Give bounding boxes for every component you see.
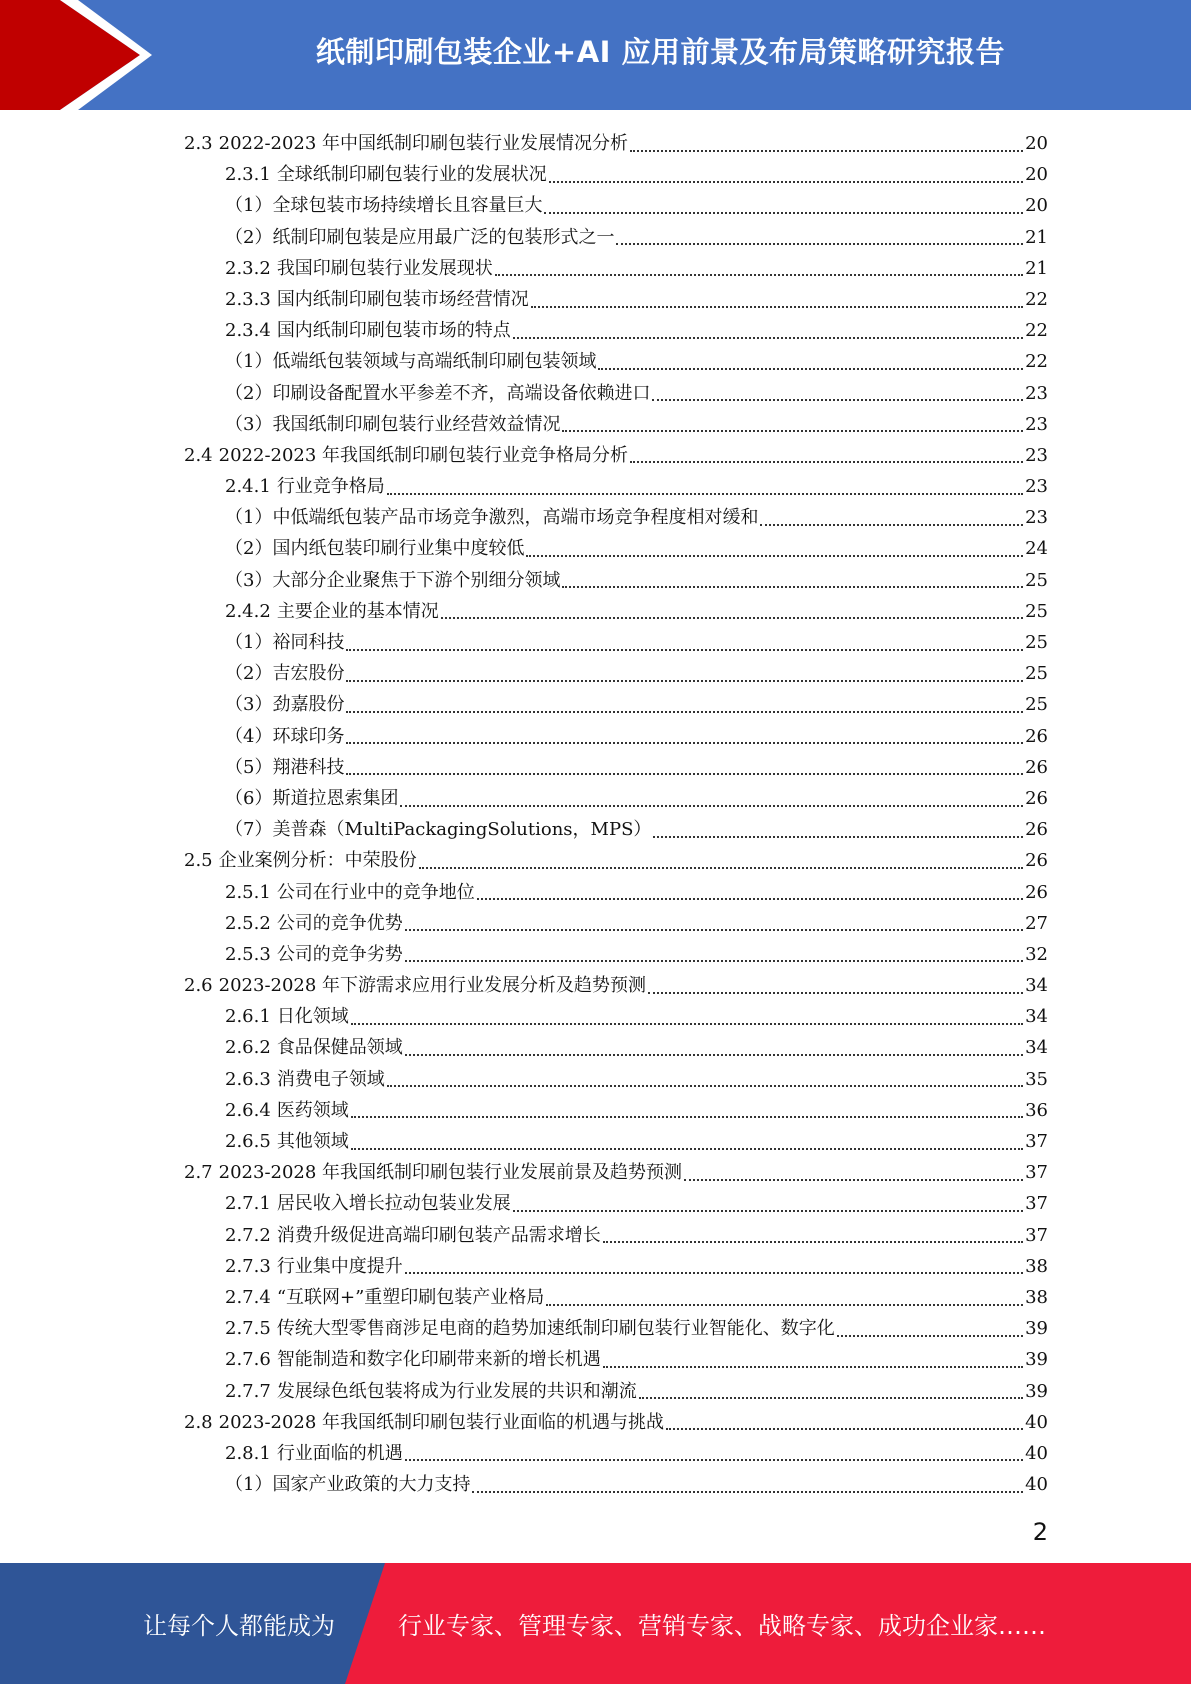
toc-entry-number: （1） [225,351,273,373]
toc-entry-title: 医药领域 [276,1099,349,1121]
toc-entry-number: 2.7.4 [225,1286,271,1308]
footer-banner [0,1563,1191,1684]
toc-dot-leader [472,1491,1023,1493]
toc-entry-page: 22 [1025,351,1048,373]
toc-entry-page: 24 [1025,538,1048,560]
toc-entry[interactable] [184,1251,1048,1282]
toc-dot-leader [351,1116,1023,1118]
header-banner [0,0,1191,110]
toc-entry[interactable] [184,877,1048,908]
toc-dot-leader [616,243,1023,245]
toc-entry-title: 传统大型零售商涉足电商的趋势加速纸制印刷包装行业智能化、数字化 [276,1318,835,1340]
toc-entry[interactable] [184,315,1048,346]
toc-entry-page: 25 [1025,600,1048,622]
toc-entry-number: 2.5.3 [225,943,271,965]
toc-entry[interactable] [184,1188,1048,1219]
toc-dot-leader [549,181,1023,183]
toc-entry-number: 2.7.3 [225,1255,271,1277]
toc-entry[interactable] [184,502,1048,533]
toc-entry-number: （2） [225,382,273,404]
toc-entry-number: （2） [225,663,273,685]
toc-entry[interactable] [184,752,1048,783]
toc-dot-leader [562,430,1023,432]
toc-dot-leader [760,524,1023,526]
toc-dot-leader [495,274,1023,276]
toc-entry-title: 行业面临的机遇 [276,1442,403,1464]
toc-entry-number: （6） [225,787,273,809]
toc-dot-leader [405,1272,1023,1274]
toc-entry[interactable] [184,627,1048,658]
toc-entry-title: 我国印刷包装行业发展现状 [276,257,493,279]
toc-entry-number: 2.8 [184,1411,213,1433]
toc-entry-page: 25 [1025,632,1048,653]
toc-entry-page: 23 [1025,444,1048,466]
toc-dot-leader [630,461,1023,463]
toc-entry-number: （2） [225,538,273,560]
toc-entry-title: 翔港科技 [272,756,345,778]
toc-dot-leader [419,867,1023,869]
page-number: 2 [1032,1518,1048,1546]
toc-entry[interactable] [184,1313,1048,1344]
toc-entry-number: 2.5 [184,850,213,872]
toc-entry-number: （1） [225,632,273,653]
toc-entry-page: 40 [1025,1411,1048,1433]
toc-entry[interactable] [184,1001,1048,1032]
toc-entry[interactable] [184,658,1048,689]
toc-entry-number: 2.4.2 [225,600,271,622]
toc-entry-number: （2） [225,226,273,248]
toc-entry[interactable] [184,970,1048,1001]
toc-entry-title: 企业案例分析：中荣股份 [218,850,417,872]
toc-entry[interactable] [184,814,1048,845]
toc-entry-page: 22 [1025,320,1048,342]
toc-dot-leader [684,1179,1023,1181]
toc-entry-page: 37 [1025,1224,1048,1246]
toc-dot-leader [639,1397,1023,1399]
toc-entry-title: 吉宏股份 [272,663,345,685]
toc-entry[interactable] [184,440,1048,471]
toc-entry-page: 34 [1025,975,1048,997]
toc-entry-page: 39 [1025,1318,1048,1340]
toc-entry-title: 行业竞争格局 [276,476,385,498]
toc-entry[interactable] [184,1095,1048,1126]
toc-entry[interactable] [184,1344,1048,1375]
toc-entry-page: 26 [1025,787,1048,809]
toc-entry[interactable] [184,1469,1048,1500]
toc-entry-page: 38 [1025,1255,1048,1277]
toc-entry-title: 低端纸包装领域与高端纸制印刷包装领域 [272,351,597,373]
toc-entry-page: 39 [1025,1380,1048,1402]
toc-entry-number: （3） [225,694,273,716]
toc-entry[interactable] [184,721,1048,752]
toc-entry-number: 2.6.4 [225,1099,271,1121]
toc-entry-number: 2.7.7 [225,1380,271,1402]
footer-slogan-right: 行业专家、管理专家、营销专家、战略专家、成功企业家…… [398,1612,1046,1640]
toc-entry[interactable] [184,565,1048,596]
toc-entry[interactable] [184,1064,1048,1095]
toc-entry-number: 2.5.2 [225,912,271,934]
toc-entry-title: 2023-2028 年下游需求应用行业发展分析及趋势预测 [218,975,647,997]
toc-entry-number: 2.6.2 [225,1037,271,1059]
toc-entry-page: 40 [1025,1442,1048,1464]
toc-entry[interactable] [184,128,1048,159]
table-of-contents [184,128,1048,1500]
toc-entry-page: 38 [1025,1286,1048,1308]
toc-dot-leader [526,555,1023,557]
toc-entry-page: 32 [1025,943,1048,965]
toc-entry[interactable] [184,471,1048,502]
toc-entry[interactable] [184,1407,1048,1438]
toc-dot-leader [400,805,1023,807]
toc-entry-title: 消费升级促进高端印刷包装产品需求增长 [276,1224,601,1246]
toc-entry-page: 34 [1025,1037,1048,1059]
toc-entry-number: 2.8.1 [225,1442,271,1464]
toc-entry-title: 印刷设备配置水平参差不齐，高端设备依赖进口 [272,382,651,404]
toc-entry[interactable] [184,253,1048,284]
toc-entry-number: 2.7 [184,1162,213,1184]
toc-entry-number: 2.6.5 [225,1131,271,1152]
toc-entry-title: 行业集中度提升 [276,1255,403,1277]
toc-dot-leader [405,1054,1023,1056]
toc-entry-page: 20 [1025,133,1048,154]
toc-dot-leader [648,992,1023,994]
toc-entry-title: 其他领域 [276,1131,349,1152]
toc-entry-number: （1） [225,507,273,529]
toc-dot-leader [405,929,1023,931]
toc-entry[interactable] [184,1438,1048,1469]
toc-entry-title: 国内纸制印刷包装市场经营情况 [276,288,529,310]
toc-entry-number: 2.6.3 [225,1068,271,1090]
toc-entry[interactable] [184,1282,1048,1313]
toc-entry-number: 2.3 [184,133,213,154]
toc-dot-leader [531,306,1023,308]
toc-entry-page: 37 [1025,1131,1048,1152]
toc-entry-title: 中低端纸包装产品市场竞争激烈，高端市场竞争程度相对缓和 [272,507,759,529]
toc-entry-title: 全球纸制印刷包装行业的发展状况 [276,164,547,186]
toc-entry-title: 2022-2023 年中国纸制印刷包装行业发展情况分析 [218,133,629,154]
toc-entry-number: 2.3.4 [225,320,271,342]
toc-entry[interactable] [184,346,1048,377]
toc-entry-title: 主要企业的基本情况 [276,600,439,622]
toc-entry-page: 39 [1025,1349,1048,1371]
toc-entry-page: 25 [1025,694,1048,716]
toc-entry-page: 36 [1025,1099,1048,1121]
footer-slogan-left: 让每个人都能成为 [143,1612,335,1640]
toc-entry-title: 国内纸包装印刷行业集中度较低 [272,538,525,560]
toc-entry-number: （3） [225,569,273,591]
toc-entry-title: 大部分企业聚焦于下游个别细分领域 [272,569,561,591]
toc-dot-leader [562,586,1023,588]
toc-dot-leader [346,711,1023,713]
toc-entry-number: 2.6.1 [225,1006,271,1028]
toc-entry-title: 公司的竞争劣势 [276,943,403,965]
toc-entry-title: 裕同科技 [272,632,345,653]
toc-dot-leader [351,1148,1023,1150]
toc-entry-title: 消费电子领域 [276,1068,385,1090]
toc-entry-number: 2.4.1 [225,476,271,498]
toc-entry-number: 2.7.2 [225,1224,271,1246]
toc-dot-leader [603,1366,1023,1368]
toc-dot-leader [603,1241,1023,1243]
toc-entry-page: 26 [1025,756,1048,778]
toc-entry-page: 37 [1025,1193,1048,1215]
toc-entry-page: 23 [1025,382,1048,404]
toc-dot-leader [346,680,1023,682]
toc-dot-leader [405,960,1023,962]
toc-entry-title: 公司在行业中的竞争地位 [276,881,475,903]
toc-entry-page: 27 [1025,912,1048,934]
toc-entry-title: “互联网+”重塑印刷包装产业格局 [276,1286,545,1308]
toc-entry[interactable] [184,596,1048,627]
toc-entry-number: 2.7.5 [225,1318,271,1340]
toc-entry-title: 劲嘉股份 [272,694,345,716]
toc-entry[interactable] [184,1157,1048,1188]
toc-dot-leader [477,898,1023,900]
toc-entry-page: 21 [1025,226,1048,248]
toc-entry-number: 2.6 [184,975,213,997]
toc-entry[interactable] [184,409,1048,440]
toc-entry-number: （3） [225,413,273,435]
toc-entry-number: （7） [225,819,273,841]
toc-dot-leader [346,649,1023,651]
toc-entry-title: 国家产业政策的大力支持 [272,1474,471,1496]
toc-entry-page: 25 [1025,569,1048,591]
toc-dot-leader [346,773,1023,775]
report-title: 纸制印刷包装企业+AI 应用前景及布局策略研究报告 [315,34,1006,69]
toc-entry-number: 2.3.2 [225,257,271,279]
toc-dot-leader [513,337,1023,339]
toc-entry[interactable] [184,939,1048,970]
toc-entry-page: 26 [1025,881,1048,903]
toc-dot-leader [441,617,1023,619]
toc-entry-number: （1） [225,195,273,217]
toc-entry-title: 国内纸制印刷包装市场的特点 [276,320,511,342]
toc-entry-title: 2023-2028 年我国纸制印刷包装行业发展前景及趋势预测 [218,1162,683,1184]
toc-entry[interactable] [184,190,1048,221]
toc-dot-leader [652,399,1023,401]
toc-entry-number: 2.5.1 [225,881,271,903]
toc-entry-number: 2.7.6 [225,1349,271,1371]
toc-dot-leader [405,1459,1023,1461]
toc-dot-leader [653,836,1023,838]
toc-entry-title: 智能制造和数字化印刷带来新的增长机遇 [276,1349,601,1371]
toc-entry-page: 23 [1025,507,1048,529]
toc-dot-leader [598,368,1023,370]
toc-entry[interactable] [184,1220,1048,1251]
toc-entry-number: （4） [225,725,273,747]
toc-dot-leader [513,1210,1023,1212]
toc-entry[interactable] [184,1376,1048,1407]
toc-dot-leader [351,1023,1023,1025]
toc-entry-number: （1） [225,1474,273,1496]
toc-entry[interactable] [184,689,1048,720]
toc-entry-title: 2022-2023 年我国纸制印刷包装行业竞争格局分析 [218,444,629,466]
toc-entry[interactable] [184,1032,1048,1063]
toc-entry[interactable] [184,378,1048,409]
toc-entry-title: 斯道拉恩索集团 [272,787,399,809]
toc-entry-page: 23 [1025,476,1048,498]
toc-entry-page: 20 [1025,195,1048,217]
toc-entry-number: 2.4 [184,444,213,466]
toc-entry-title: 环球印务 [272,725,345,747]
toc-entry-page: 34 [1025,1006,1048,1028]
toc-entry-number: 2.3.3 [225,288,271,310]
toc-entry[interactable] [184,533,1048,564]
toc-entry-page: 26 [1025,850,1048,872]
toc-entry-title: 食品保健品领域 [276,1037,403,1059]
toc-dot-leader [546,1304,1023,1306]
toc-entry-page: 21 [1025,257,1048,279]
toc-entry[interactable] [184,783,1048,814]
toc-entry-title: 日化领域 [276,1006,349,1028]
toc-entry-number: （5） [225,756,273,778]
toc-entry-title: 纸制印刷包装是应用最广泛的包装形式之一 [272,226,615,248]
toc-entry-page: 26 [1025,819,1048,841]
toc-entry-page: 23 [1025,413,1048,435]
toc-entry[interactable] [184,1126,1048,1157]
toc-dot-leader [544,212,1023,214]
toc-entry[interactable] [184,284,1048,315]
toc-dot-leader [387,493,1023,495]
toc-entry-number: 2.7.1 [225,1193,271,1215]
toc-dot-leader [346,742,1023,744]
toc-entry-page: 35 [1025,1068,1048,1090]
toc-dot-leader [837,1335,1023,1337]
toc-entry-page: 37 [1025,1162,1048,1184]
toc-dot-leader [666,1428,1023,1430]
toc-entry-title: 公司的竞争优势 [276,912,403,934]
toc-entry-title: 美普森（MultiPackagingSolutions，MPS） [272,819,652,841]
toc-entry-title: 全球包装市场持续增长且容量巨大 [272,195,543,217]
toc-entry-title: 我国纸制印刷包装行业经营效益情况 [272,413,561,435]
toc-entry[interactable] [184,908,1048,939]
toc-dot-leader [387,1085,1023,1087]
toc-dot-leader [630,150,1023,152]
toc-entry-number: 2.3.1 [225,164,271,186]
toc-entry[interactable] [184,159,1048,190]
toc-entry-page: 25 [1025,663,1048,685]
toc-entry-page: 20 [1025,164,1048,186]
toc-entry-title: 发展绿色纸包装将成为行业发展的共识和潮流 [276,1380,637,1402]
toc-entry[interactable] [184,222,1048,253]
toc-entry-page: 26 [1025,725,1048,747]
toc-entry-page: 22 [1025,288,1048,310]
toc-entry[interactable] [184,845,1048,876]
toc-entry-title: 2023-2028 年我国纸制印刷包装行业面临的机遇与挑战 [218,1411,665,1433]
toc-entry-title: 居民收入增长拉动包装业发展 [276,1193,511,1215]
toc-entry-page: 40 [1025,1474,1048,1496]
